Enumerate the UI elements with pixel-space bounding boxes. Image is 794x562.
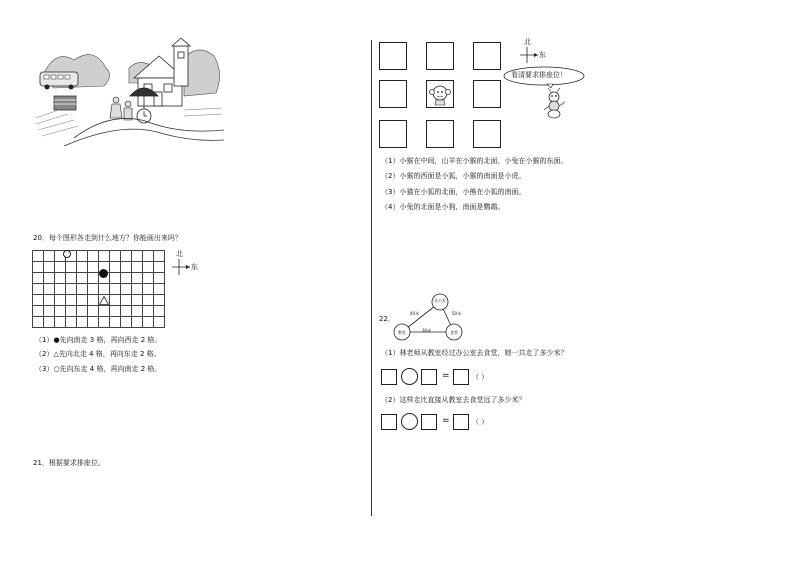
grid-cell[interactable]: [44, 306, 55, 317]
equals-sign: =: [442, 371, 450, 381]
grid-cell[interactable]: [88, 262, 99, 273]
operator-circle[interactable]: [401, 368, 418, 385]
seat-box[interactable]: [379, 120, 407, 148]
grid-cell[interactable]: [99, 306, 110, 317]
edge-right-label: 50米: [452, 311, 462, 316]
grid-cell[interactable]: [99, 317, 110, 328]
ant-icon: [540, 88, 570, 120]
q21-compass: [518, 40, 548, 64]
grid-cell[interactable]: [154, 284, 165, 295]
compass-arrow-icon: [518, 46, 540, 64]
grid-cell[interactable]: [66, 262, 77, 273]
seat-box-monkey[interactable]: [426, 80, 454, 108]
grid-cell[interactable]: [55, 317, 66, 328]
grid-cell[interactable]: [121, 273, 132, 284]
grid-row: [33, 284, 165, 295]
grid-cell[interactable]: [88, 251, 99, 262]
grid-cell[interactable]: [132, 262, 143, 273]
grid-cell[interactable]: [33, 284, 44, 295]
grid-cell[interactable]: [132, 251, 143, 262]
grid-cell[interactable]: [143, 284, 154, 295]
grid-cell[interactable]: [44, 317, 55, 328]
grid-cell[interactable]: [33, 295, 44, 306]
triangle-icon: [99, 296, 109, 305]
compass-east-label: 东: [191, 263, 198, 271]
grid-cell[interactable]: [110, 284, 121, 295]
grid-cell[interactable]: [88, 306, 99, 317]
children-icon: [110, 97, 132, 120]
grid-cell[interactable]: [77, 306, 88, 317]
grid-cell[interactable]: [110, 306, 121, 317]
seat-box[interactable]: [473, 80, 501, 108]
q20-item-1: （1）●先向南走 3 格，再向西走 2 格。: [35, 336, 162, 344]
grid-cell[interactable]: [44, 273, 55, 284]
grid-cell[interactable]: [121, 251, 132, 262]
seat-box[interactable]: [379, 42, 407, 70]
grid-cell[interactable]: [132, 295, 143, 306]
speech-bubble-text: 看清要求排座位！: [511, 71, 567, 79]
compass-east-label: 东: [539, 51, 546, 59]
grid-cell[interactable]: [110, 295, 121, 306]
q20-item-2: （2）△先向北走 4 格，再向东走 2 格。: [35, 350, 161, 358]
grid-cell[interactable]: [77, 317, 88, 328]
column-divider: [371, 40, 372, 516]
grid-cell[interactable]: [33, 306, 44, 317]
grid-cell[interactable]: [66, 295, 77, 306]
grid-cell[interactable]: [66, 273, 77, 284]
grid-cell[interactable]: [55, 284, 66, 295]
unit-paren[interactable]: （ ）: [472, 418, 489, 426]
grid-cell[interactable]: [55, 306, 66, 317]
grid-row: [33, 317, 165, 328]
edge-left-label: 40米: [410, 311, 420, 316]
q21-item-2: （2）小猴的西面是小狐，小猴的南面是小虎。: [381, 172, 526, 180]
answer-box[interactable]: [381, 369, 397, 385]
well-icon: [54, 96, 76, 110]
grid-cell[interactable]: [121, 317, 132, 328]
grid-cell[interactable]: [77, 251, 88, 262]
grid-cell[interactable]: [143, 306, 154, 317]
grid-cell[interactable]: [66, 317, 77, 328]
grid-cell[interactable]: [143, 262, 154, 273]
black-dot-icon: [99, 269, 108, 278]
answer-box[interactable]: [453, 369, 469, 385]
grid-cell[interactable]: [154, 317, 165, 328]
q22-question-1: （1）林老师从教室经过办公室去食堂，她一共走了多少米？: [381, 349, 568, 357]
grid-cell[interactable]: [88, 284, 99, 295]
q20-item-3: （3）○先向东走 4 格，再向南走 2 格。: [35, 365, 162, 373]
q21-item-3: （3）小猫在小狐的北面，小熊在小狐的南面。: [381, 188, 526, 196]
q20-grid[interactable]: [32, 250, 165, 328]
grid-cell[interactable]: [88, 317, 99, 328]
q21-title: 21．根据要求排座位。: [33, 459, 105, 467]
grid-cell[interactable]: [55, 295, 66, 306]
seat-box[interactable]: [473, 42, 501, 70]
grid-cell[interactable]: [132, 273, 143, 284]
operator-circle[interactable]: [401, 413, 418, 430]
grid-cell[interactable]: [110, 273, 121, 284]
grid-cell[interactable]: [121, 284, 132, 295]
grid-cell[interactable]: [132, 306, 143, 317]
grid-cell[interactable]: [44, 251, 55, 262]
grid-row: [33, 251, 165, 262]
compass-north-label: 北: [176, 250, 183, 258]
answer-box[interactable]: [453, 414, 469, 430]
grid-cell[interactable]: [154, 295, 165, 306]
grid-cell[interactable]: [121, 262, 132, 273]
q21-item-4: （4）小兔的北面是小狗，南面是鹦鹉。: [381, 203, 505, 211]
seat-box[interactable]: [426, 120, 454, 148]
grid-cell[interactable]: [99, 251, 110, 262]
unit-paren[interactable]: （ ）: [472, 373, 489, 381]
grid-cell[interactable]: [44, 284, 55, 295]
node-canteen: 食堂: [450, 330, 458, 335]
grid-cell[interactable]: [44, 262, 55, 273]
grid-cell[interactable]: [110, 251, 121, 262]
grid-cell[interactable]: [154, 306, 165, 317]
grid-cell[interactable]: [154, 262, 165, 273]
grid-cell[interactable]: [143, 317, 154, 328]
q20-title: 20．每个图形各走到什么地方？你能画出来吗？: [33, 234, 182, 242]
monkey-icon: [427, 81, 453, 107]
q21-item-1: （1）小猴在中间，山羊在小猴的北面，小兔在小猴的东面。: [381, 157, 568, 165]
grid-cell[interactable]: [33, 262, 44, 273]
small-circle-icon: [63, 250, 71, 258]
q22-number: 22．: [379, 315, 395, 323]
grid-cell[interactable]: [55, 273, 66, 284]
grid-cell[interactable]: [154, 273, 165, 284]
grid-cell[interactable]: [66, 306, 77, 317]
grid-cell[interactable]: [132, 284, 143, 295]
grid-cell[interactable]: [143, 295, 154, 306]
seat-box[interactable]: [379, 80, 407, 108]
grid-cell[interactable]: [88, 295, 99, 306]
compass-north-label: 北: [524, 38, 531, 46]
node-classroom: 教室: [398, 330, 406, 335]
seat-box[interactable]: [473, 120, 501, 148]
grid-cell[interactable]: [132, 317, 143, 328]
grid-cell[interactable]: [110, 262, 121, 273]
grid-cell[interactable]: [44, 295, 55, 306]
grid-cell[interactable]: [121, 306, 132, 317]
grid-cell[interactable]: [33, 251, 44, 262]
grid-cell[interactable]: [33, 317, 44, 328]
answer-box[interactable]: [381, 414, 397, 430]
q20-compass: [170, 252, 200, 276]
q22-question-2: （2）这样走比直接从教室去食堂远了多少米？: [381, 396, 526, 404]
grid-cell[interactable]: [77, 262, 88, 273]
grid-cell[interactable]: [77, 295, 88, 306]
grid-cell[interactable]: [66, 284, 77, 295]
grid-cell[interactable]: [121, 295, 132, 306]
edge-bottom-label: 30米: [422, 328, 432, 333]
scene-illustration: [34, 38, 224, 146]
grid-cell[interactable]: [143, 273, 154, 284]
grid-cell[interactable]: [77, 284, 88, 295]
grid-cell[interactable]: [77, 273, 88, 284]
grid-cell[interactable]: [55, 262, 66, 273]
grid-cell[interactable]: [99, 284, 110, 295]
answer-box[interactable]: [421, 414, 437, 430]
compass-arrow-icon: [170, 258, 192, 276]
grid-cell[interactable]: [154, 251, 165, 262]
node-office: 办公室: [434, 298, 446, 303]
seat-box[interactable]: [426, 42, 454, 70]
grid-cell[interactable]: [33, 273, 44, 284]
grid-cell[interactable]: [143, 251, 154, 262]
grid-cell[interactable]: [88, 273, 99, 284]
answer-box[interactable]: [421, 369, 437, 385]
equals-sign: =: [442, 416, 450, 426]
grid-row: [33, 306, 165, 317]
grid-cell[interactable]: [110, 317, 121, 328]
